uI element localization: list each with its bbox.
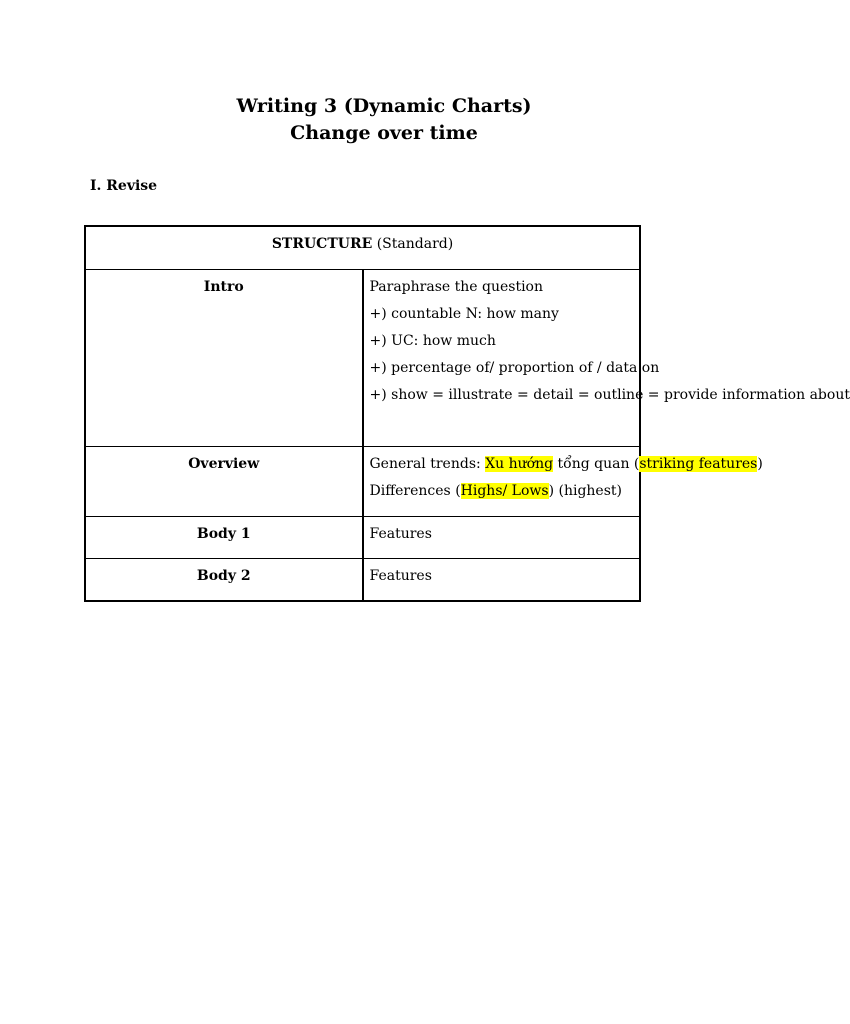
table-row-intro: [85, 270, 640, 447]
table-row-body1: [85, 517, 640, 559]
table-header-row: [85, 226, 640, 270]
overview-line-2: [370, 482, 640, 509]
row-label-cell: [85, 270, 363, 447]
differences-prefix: Differences (: [369, 483, 461, 499]
row-label-overview: Overview: [188, 456, 260, 472]
overview-text-mid: tổng quan (: [553, 456, 640, 472]
table-header-cell: [85, 226, 640, 270]
differences-suffix: ) (highest): [548, 483, 622, 499]
table-row-body2: [85, 559, 640, 602]
intro-line-2: +) countable N: how many: [369, 306, 559, 322]
row-label-cell: [85, 447, 363, 517]
intro-line-4: +) percentage of/ proportion of / data on: [369, 360, 660, 376]
row-label-cell: [85, 517, 363, 559]
document-title: Writing 3 (Dynamic Charts): [236, 95, 532, 117]
highlight-striking-features: striking features: [639, 456, 758, 472]
row-content-cell: [363, 559, 641, 602]
header-structure-label: STRUCTURE: [271, 236, 373, 252]
row-content-cell: [363, 517, 641, 559]
document-subtitle: Change over time: [290, 122, 478, 144]
overview-text-suffix: ): [757, 456, 763, 472]
row-label-body2: Body 2: [196, 568, 251, 584]
overview-line-1: [369, 455, 763, 482]
intro-line-1: Paraphrase the question: [369, 279, 543, 295]
section-heading: I. Revise: [90, 178, 158, 194]
row-label-body1: Body 1: [196, 526, 251, 542]
row-content-cell: [363, 270, 850, 447]
body2-text: Features: [369, 568, 432, 584]
row-label-intro: Intro: [203, 279, 244, 295]
body1-text: Features: [369, 526, 432, 542]
row-content-cell: [363, 447, 763, 517]
row-label-cell: [85, 559, 363, 602]
highlight-highs-lows: Highs/ Lows: [460, 483, 549, 499]
intro-line-3: +) UC: how much: [369, 333, 496, 349]
intro-line-5: +) show = illustrate = detail = outline = provide information about: [369, 387, 850, 403]
highlight-xu-huong: Xu hướng: [485, 456, 554, 472]
structure-table: [84, 225, 850, 602]
table-row-overview: [85, 447, 640, 517]
header-standard-label: (Standard): [372, 236, 454, 252]
overview-text-prefix: General trends:: [369, 456, 486, 472]
